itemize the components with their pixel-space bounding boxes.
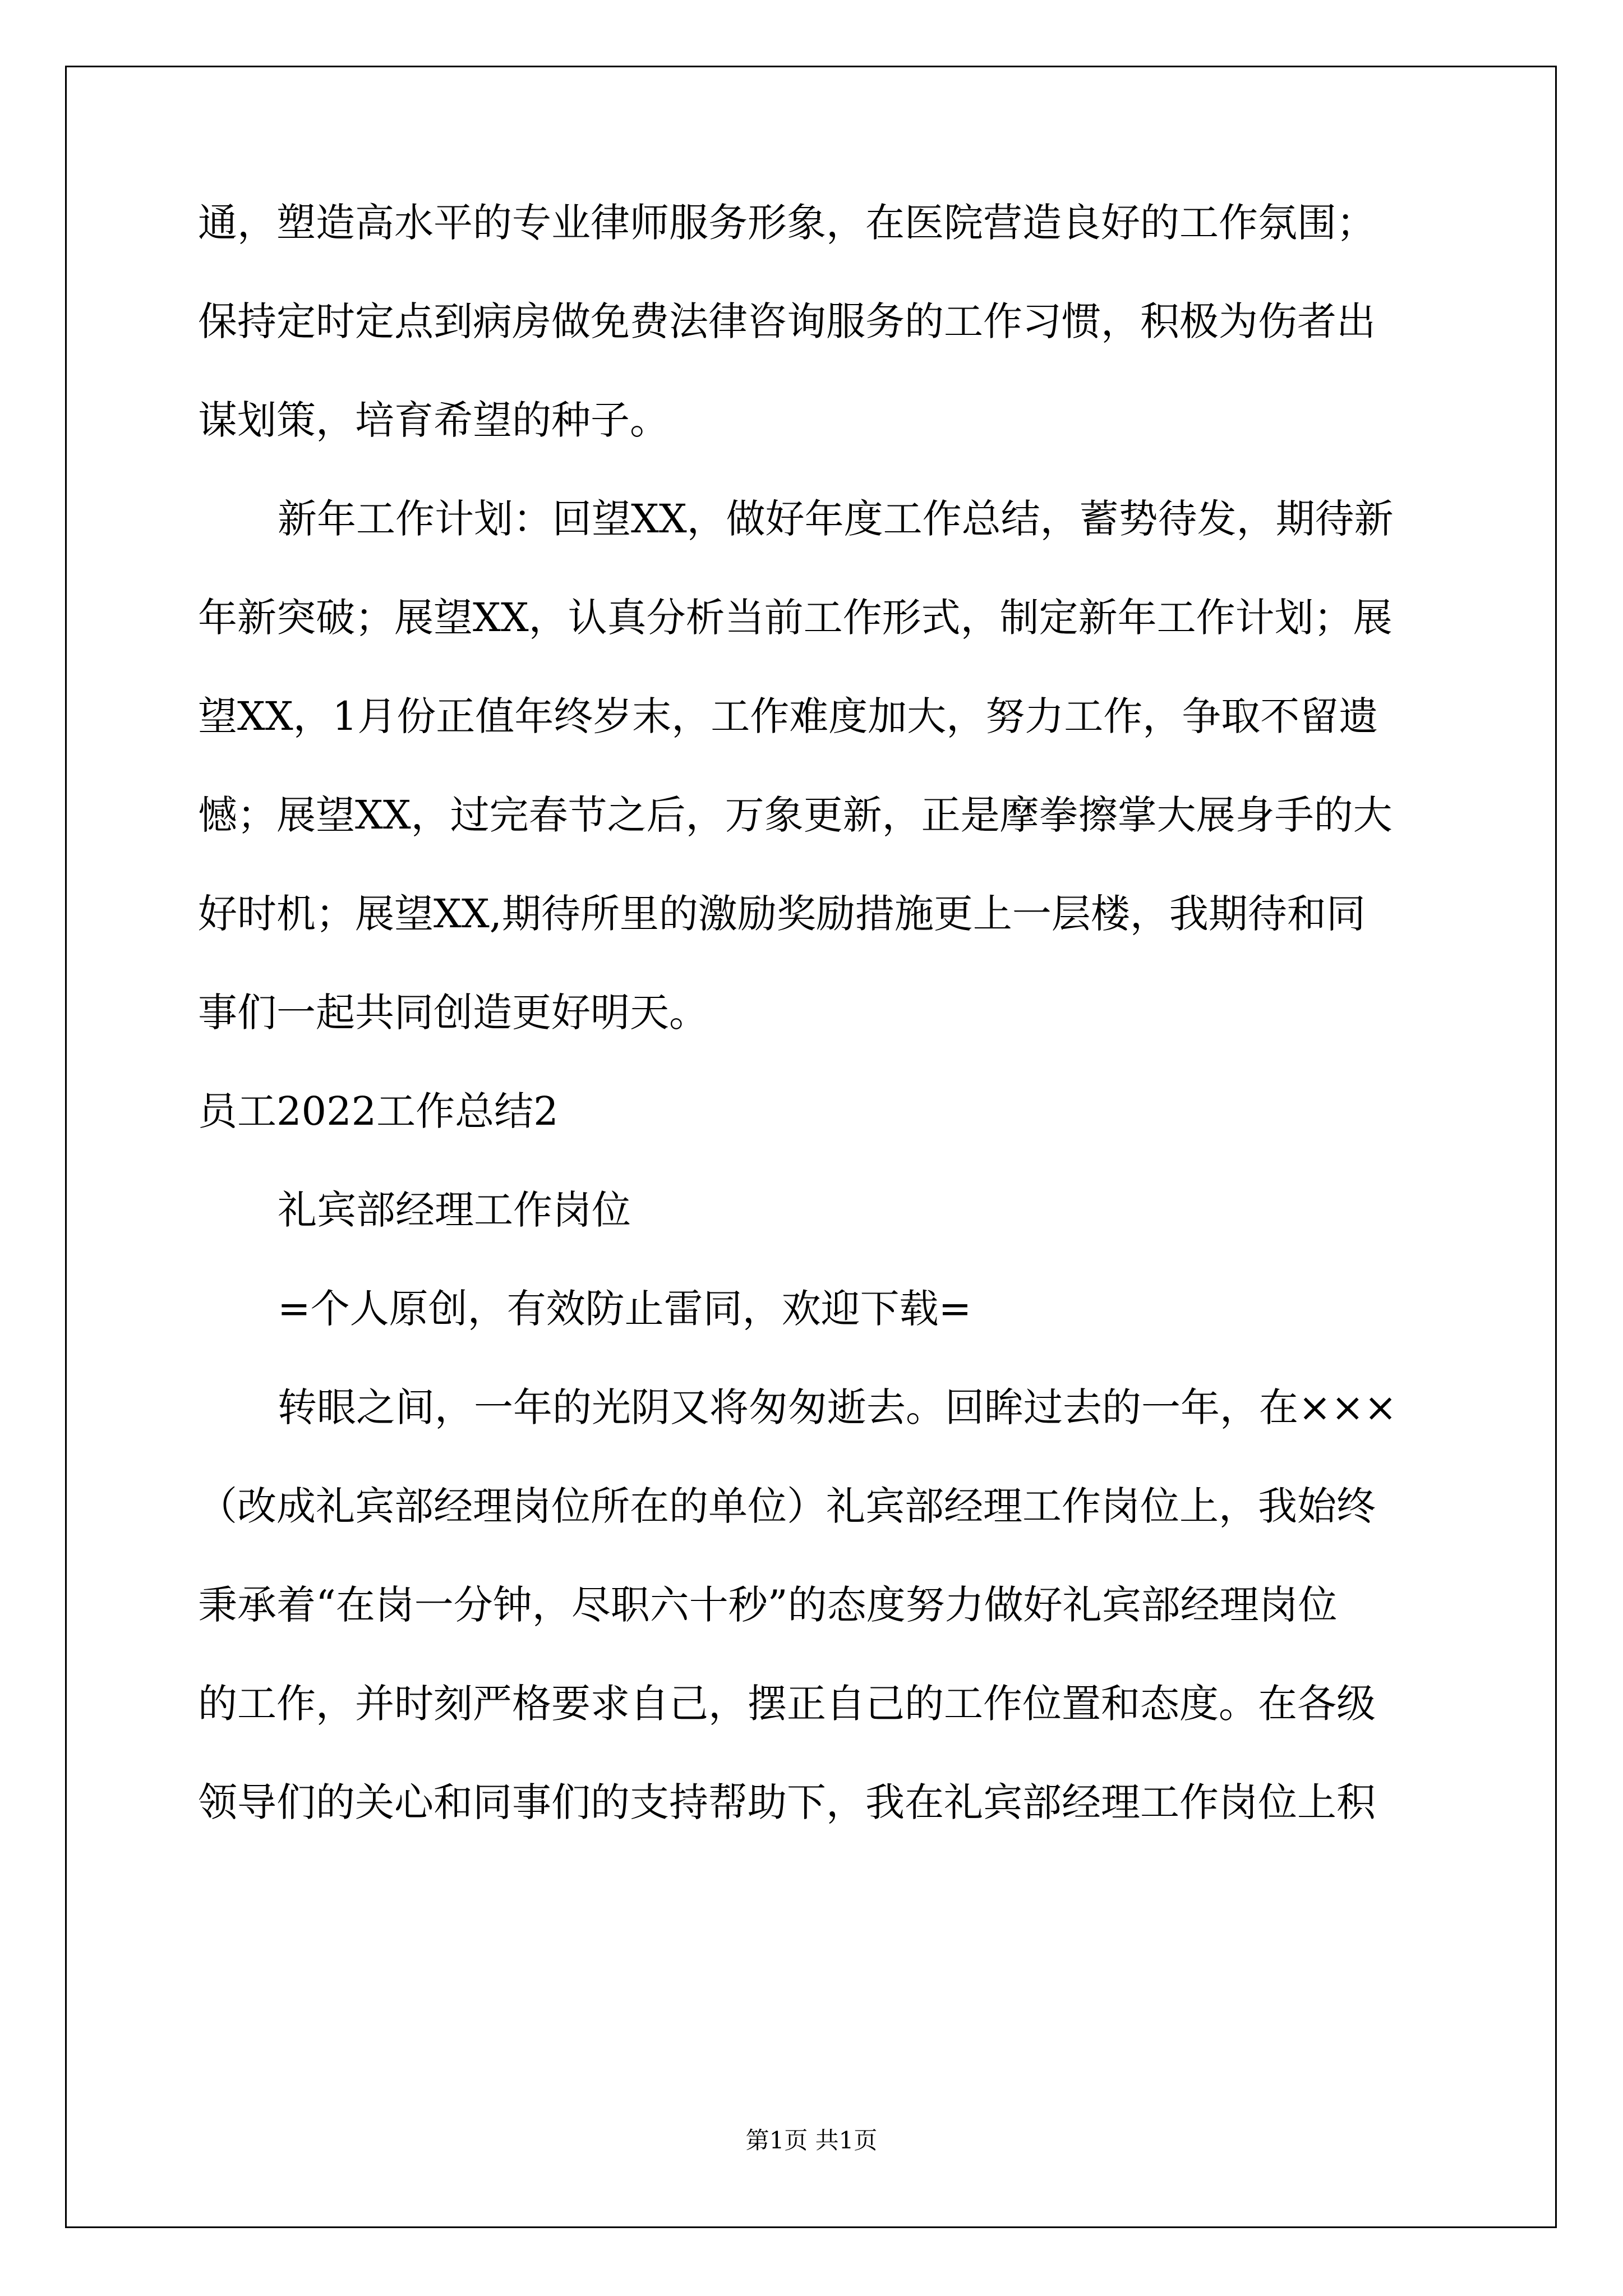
paragraph-line: 事们一起共同创造更好明天。: [198, 990, 708, 1036]
paragraph-line: 憾；展望XX，过完春节之后，万象更新，正是摩拳擦掌大展身手的大: [198, 792, 1393, 838]
paragraph-line: 谋划策，培育希望的种子。: [198, 397, 669, 443]
paragraph-line: 秉承着“在岗一分钟，尽职六十秒”的态度努力做好礼宾部经理岗位: [198, 1582, 1338, 1628]
notice-line: =个人原创，有效防止雷同，欢迎下载=: [278, 1286, 972, 1332]
section-heading: 员工2022工作总结2: [198, 1088, 559, 1134]
paragraph-line: 年新突破；展望XX，认真分析当前工作形式，制定新年工作计划；展: [198, 595, 1393, 641]
paragraph-line: 的工作，并时刻严格要求自己，摆正自己的工作位置和态度。在各级: [198, 1681, 1376, 1727]
paragraph-line: 转眼之间，一年的光阴又将匆匆逝去。回眸过去的一年，在×××: [278, 1384, 1397, 1430]
paragraph-line: 领导们的关心和同事们的支持帮助下，我在礼宾部经理工作岗位上积: [198, 1779, 1376, 1825]
paragraph-line: （改成礼宾部经理岗位所在的单位）礼宾部经理工作岗位上，我始终: [198, 1483, 1376, 1529]
paragraph-line: 好时机；展望XX,期待所里的激励奖励措施更上一层楼，我期待和同: [198, 891, 1366, 937]
page-border: [65, 66, 1557, 2228]
page-footer: 第1页 共1页: [745, 2127, 878, 2154]
paragraph-line: 保持定时定点到病房做免费法律咨询服务的工作习惯，积极为伤者出: [198, 298, 1376, 344]
subsection-title: 礼宾部经理工作岗位: [278, 1187, 631, 1233]
paragraph-line: 望XX，1月份正值年终岁末，工作难度加大，努力工作，争取不留遗: [198, 693, 1378, 739]
paragraph-line: 通，塑造高水平的专业律师服务形象，在医院营造良好的工作氛围；: [198, 200, 1376, 246]
paragraph-line: 新年工作计划：回望XX，做好年度工作总结，蓄势待发，期待新: [278, 496, 1394, 542]
